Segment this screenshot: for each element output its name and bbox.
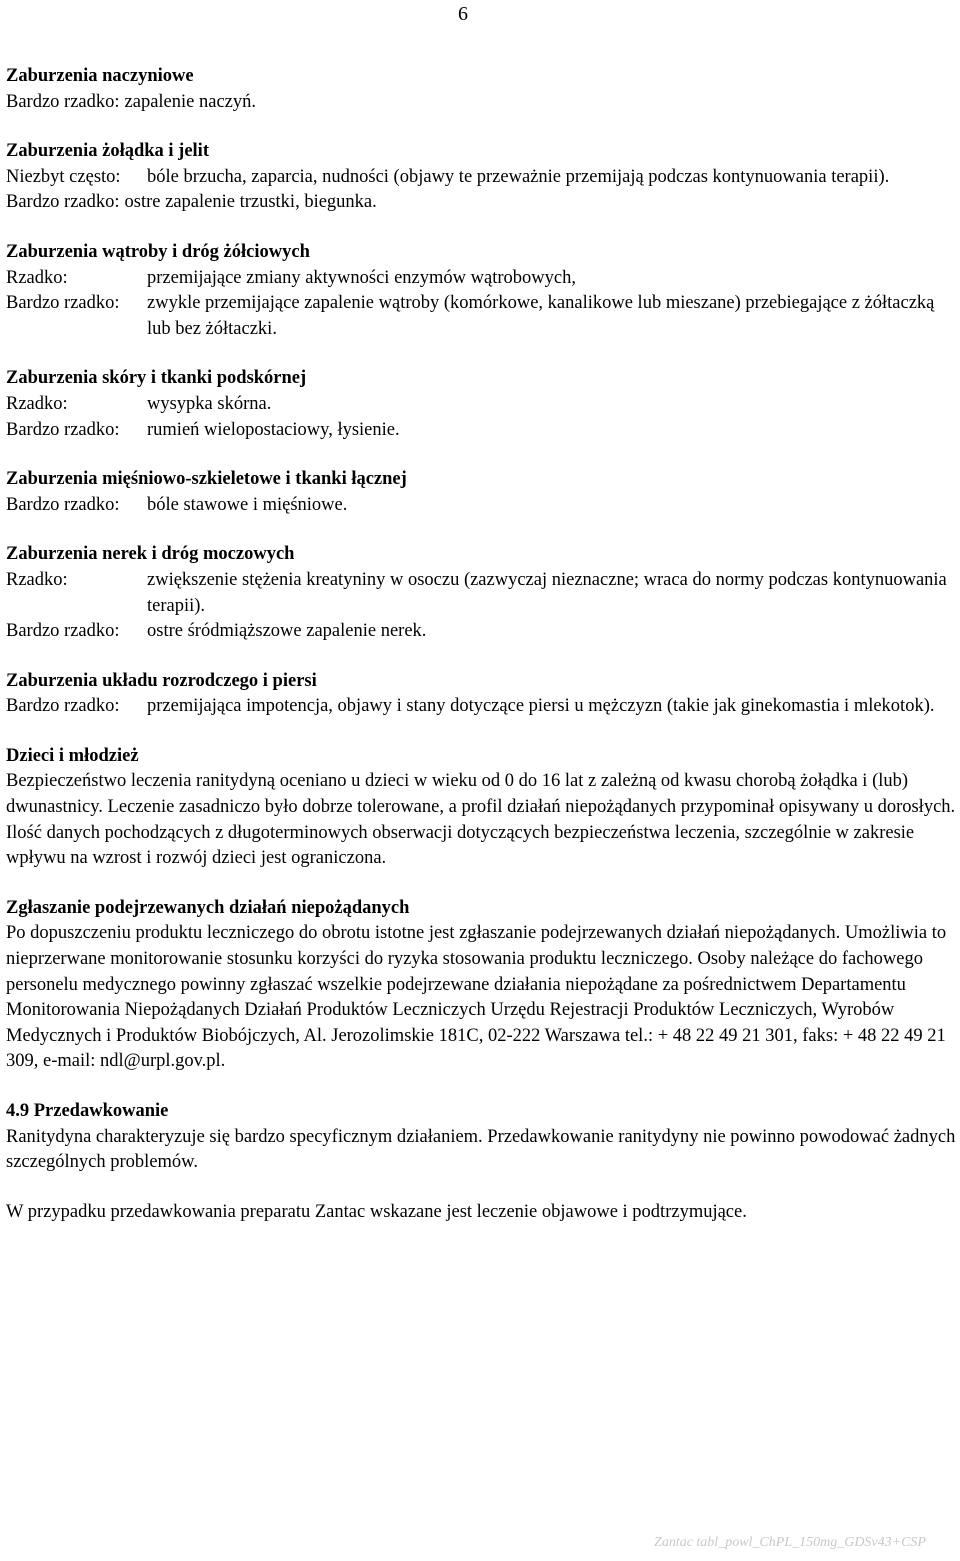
page-number: 6 (458, 3, 468, 25)
entry (6, 266, 960, 292)
entry (6, 190, 960, 216)
section-reproductive (6, 669, 960, 720)
entry-text: zwykle przemijające zapalenie wątroby (komórkowe, kanalikowe lub mieszane) przebiegające z żółtaczką lub bez żółtaczki. (147, 293, 935, 339)
entry-text: wysypka skórna. (147, 393, 272, 414)
section-reporting (6, 896, 960, 1075)
section-title: Zgłaszanie podejrzewanych działań niepożądanych (6, 897, 410, 918)
section-hepatobiliary (6, 240, 960, 342)
section-title: Zaburzenia skóry i tkanki podskórnej (6, 368, 307, 389)
entry-text: ostre śródmiąższowe zapalenie nerek. (147, 621, 427, 642)
entry-text: ostre zapalenie trzustki, biegunka. (124, 192, 377, 213)
entry-text: zwiększenie stężenia kreatyniny w osoczu (zazwyczaj nieznaczne; wraca do normy podczas kontynuowania terapii). (147, 569, 947, 616)
frequency-label: Niezbyt często: (6, 166, 121, 187)
frequency-label: Bardzo rzadko: (6, 293, 120, 314)
section-children (6, 744, 960, 872)
entry (6, 165, 960, 191)
frequency-label: Bardzo rzadko: (6, 494, 120, 515)
entry-text: bóle brzucha, zaparcia, nudności (objawy te przeważnie przemijają podczas kontynuowania terapii). (147, 166, 890, 187)
section-title: Dzieci i młodzież (6, 745, 139, 766)
section-renal (6, 542, 960, 644)
section-title: Zaburzenia układu rozrodczego i piersi (6, 670, 317, 691)
section-gastrointestinal (6, 139, 960, 216)
document-body (6, 64, 960, 1249)
paragraph: Po dopuszczeniu produktu leczniczego do obrotu istotne jest zgłaszanie podejrzewanych działań niepożądanych. Umożliwia to nieprzerwane monitorowanie stosunku korzyści do ryzyka stosowania produktu leczniczego. Osoby należące do fachowego personelu medycznego powinny zgłaszać wszelkie podejrzewane działania niepożądane za pośrednictwem Departamentu Monitorowania Niepożądanych Działań Produktów Leczniczych Urzędu Rejestracji Produktów Leczniczych, Wyrobów Medycznych i Produktów Biobójczych, Al. Jerozolimskie 181C, 02-222 Warszawa tel.: + 48 22 49 21 301, faks: + 48 22 49 21 309, e-mail: ndl@urpl.gov.pl. (6, 923, 947, 1072)
entry (6, 90, 960, 116)
section-title: Zaburzenia żołądka i jelit (6, 141, 209, 162)
entry (6, 619, 960, 645)
section-overdose (6, 1099, 960, 1176)
section-musculoskeletal (6, 467, 960, 518)
paragraph: Ranitydyna charakteryzuje się bardzo specyficznym działaniem. Przedawkowanie ranitydyny nie powinno powodować żadnych szczególnych problemów. (6, 1126, 956, 1173)
frequency-label: Bardzo rzadko: (6, 192, 120, 213)
entry-text: rumień wielopostaciowy, łysienie. (147, 419, 400, 440)
section-title: Zaburzenia wątroby i dróg żółciowych (6, 241, 310, 262)
frequency-label: Rzadko: (6, 569, 68, 590)
entry-text: zapalenie naczyń. (124, 91, 257, 112)
section-title: Zaburzenia nerek i dróg moczowych (6, 544, 295, 565)
frequency-label: Bardzo rzadko: (6, 621, 120, 642)
section-title: Zaburzenia naczyniowe (6, 66, 194, 86)
entry-text: przemijające zmiany aktywności enzymów wątrobowych, (147, 267, 576, 288)
section-vascular (6, 64, 960, 115)
entry (6, 418, 960, 444)
entry (6, 291, 960, 342)
entry (6, 568, 960, 619)
section-title: Zaburzenia mięśniowo-szkieletowe i tkanki łącznej (6, 469, 407, 490)
entry (6, 493, 960, 519)
entry-text: przemijająca impotencja, objawy i stany dotyczące piersi u mężczyzn (takie jak ginekomastia i mlekotok). (147, 696, 935, 717)
entry (6, 694, 960, 720)
frequency-label: Bardzo rzadko: (6, 419, 120, 440)
frequency-label: Rzadko: (6, 267, 68, 288)
entry-text: bóle stawowe i mięśniowe. (147, 494, 348, 515)
section-title: 4.9 Przedawkowanie (6, 1101, 169, 1121)
paragraph: W przypadku przedawkowania preparatu Zantac wskazane jest leczenie objawowe i podtrzymujące. (6, 1201, 747, 1222)
frequency-label: Rzadko: (6, 393, 68, 414)
entry (6, 392, 960, 418)
section-overdose-treatment (6, 1200, 960, 1226)
frequency-label: Bardzo rzadko: (6, 696, 120, 717)
paragraph: Bezpieczeństwo leczenia ranitydyną oceniano u dzieci w wieku od 0 do 16 lat z zależną od kwasu chorobą żołądka i (lub) dwunastnicy. Leczenie zasadniczo było dobrze tolerowane, a profil działań niepożądanych przypominał opisywany u dorosłych. Ilość danych pochodzących z długoterminowych obserwacji dotyczących bezpieczeństwa leczenia, szczególnie w zakresie wpływu na wzrost i rozwój dzieci jest ograniczona. (6, 771, 956, 869)
frequency-label: Bardzo rzadko: (6, 91, 120, 112)
document-footer: Zantac tabl_powl_ChPL_150mg_GDSv43+CSP (654, 1535, 926, 1551)
section-skin (6, 366, 960, 443)
